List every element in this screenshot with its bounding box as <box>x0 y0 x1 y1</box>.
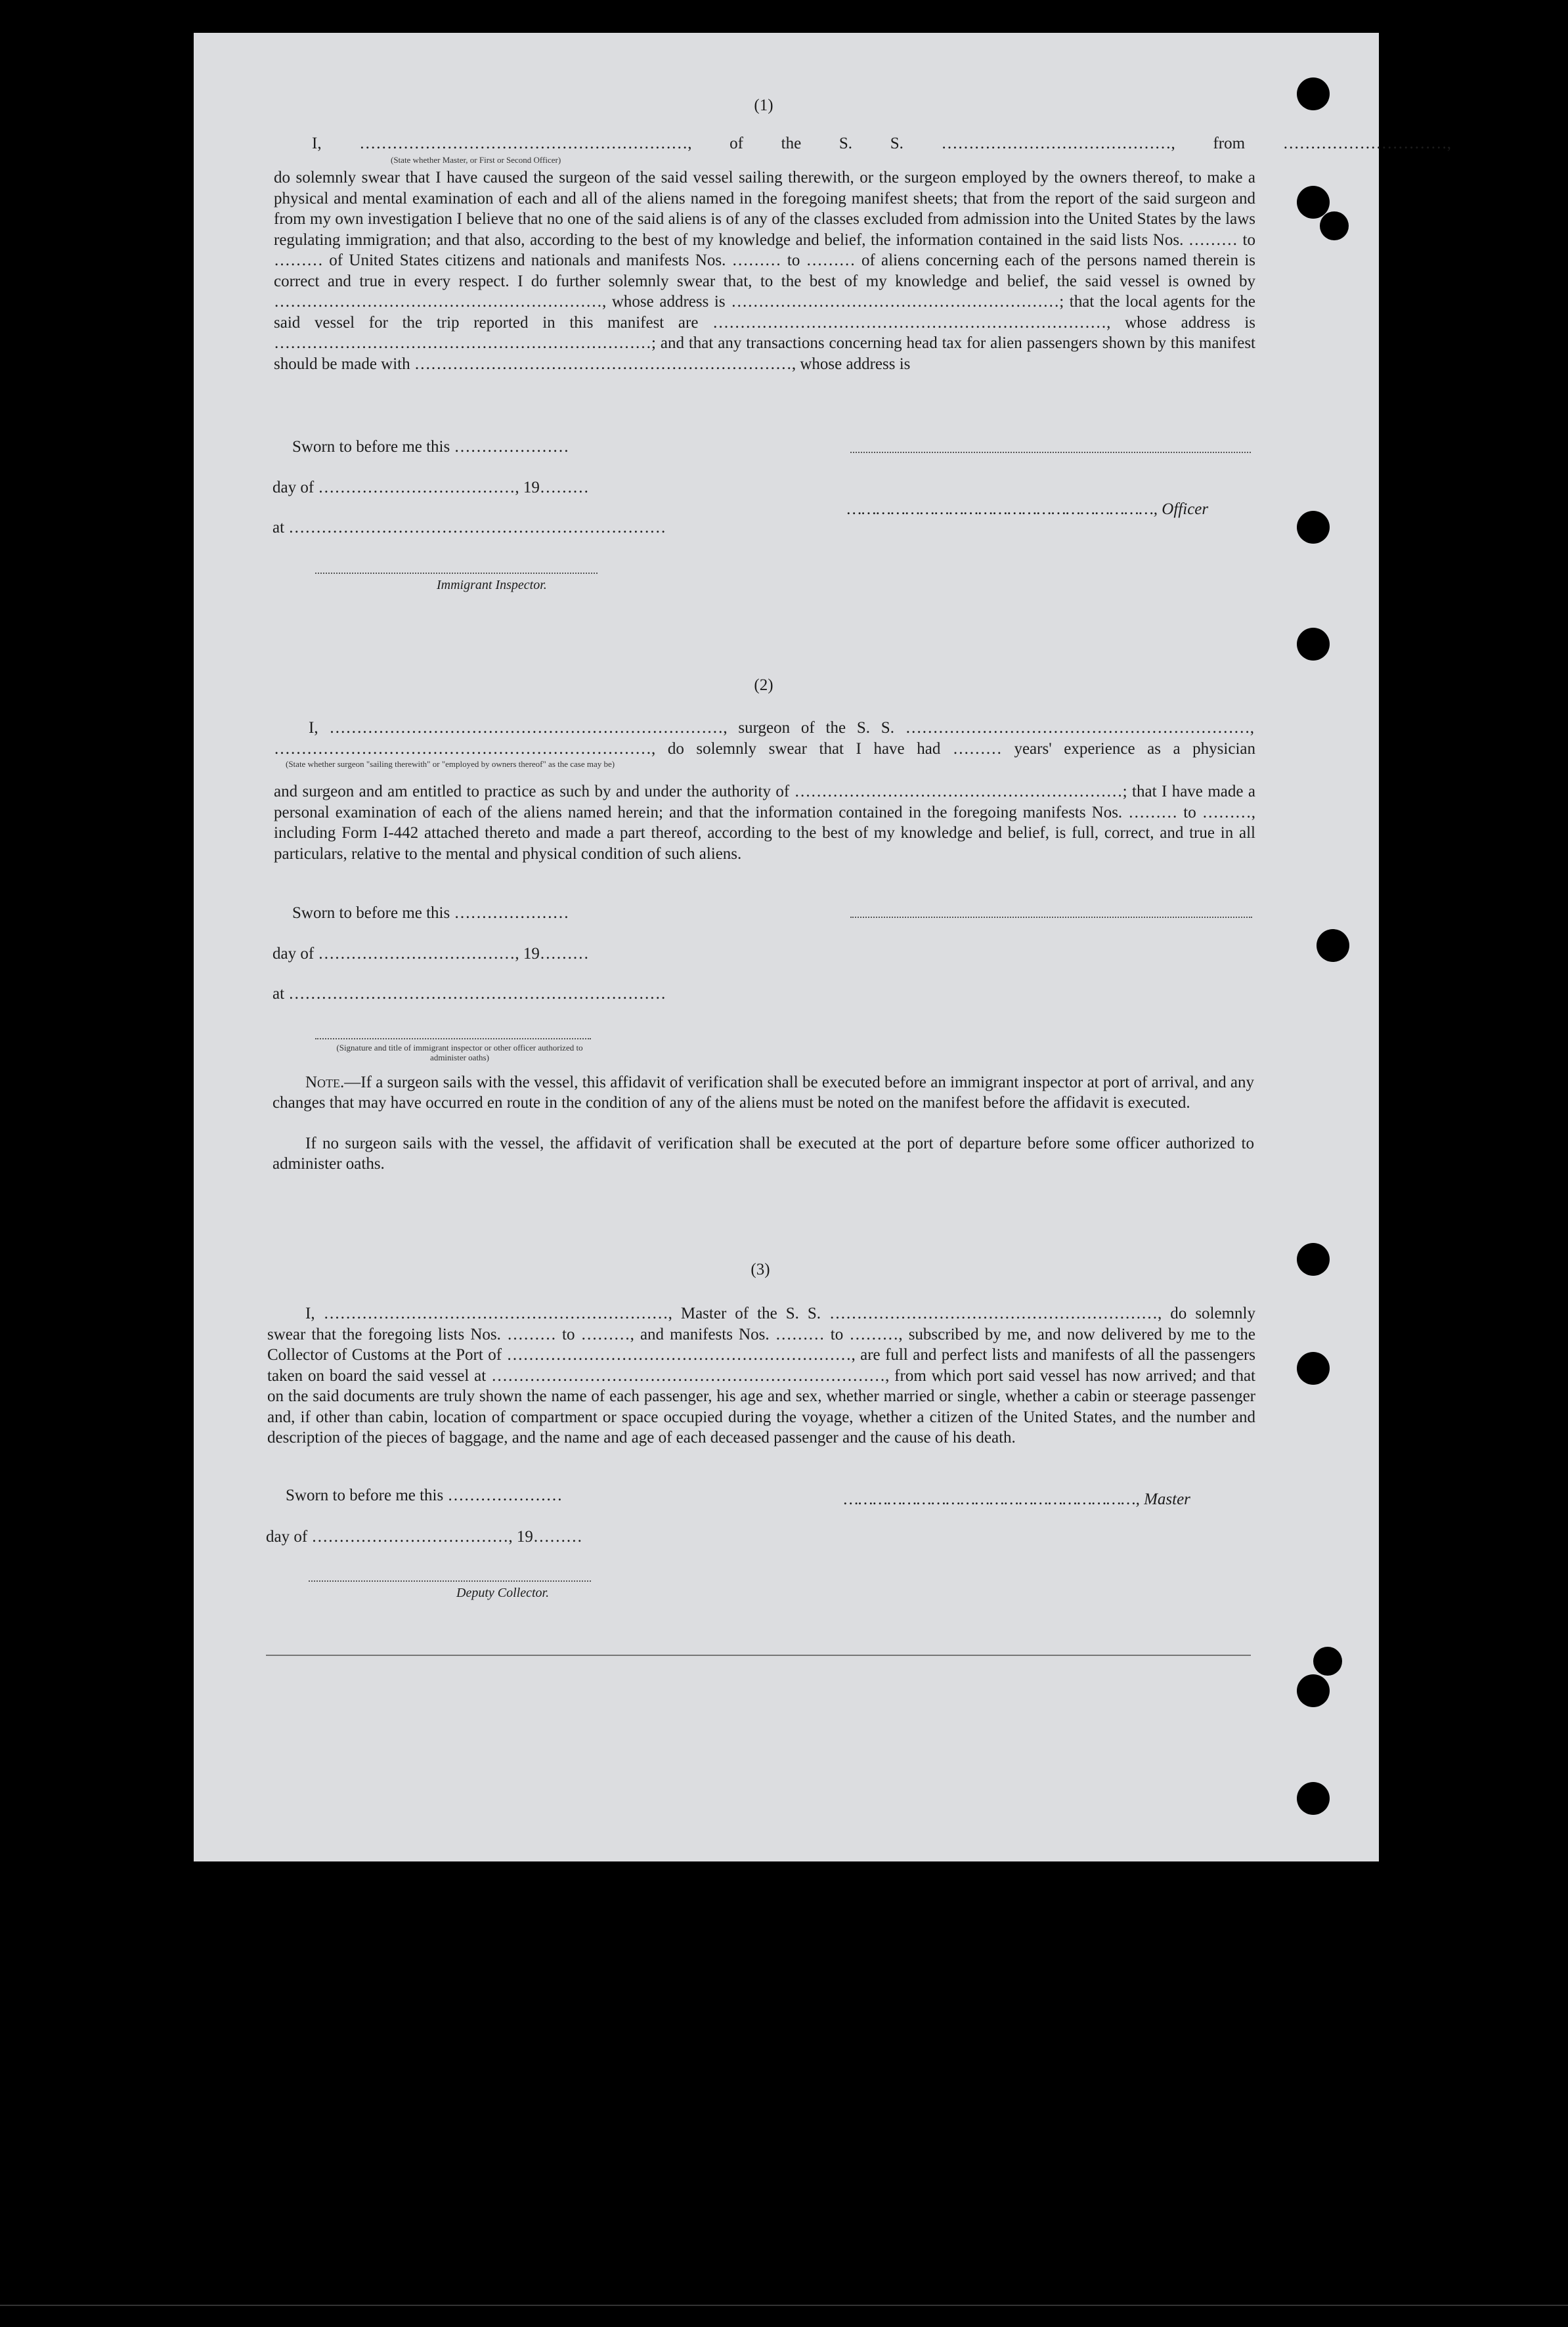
section-2-at: at …………………………………………………………… <box>272 985 666 1003</box>
punch-hole-icon <box>1297 1782 1330 1815</box>
section-2-number: (2) <box>754 676 773 694</box>
section-2-sworn: Sworn to before me this ………………… <box>292 904 569 922</box>
section-1-at: at …………………………………………………………… <box>272 519 666 536</box>
punch-hole-icon <box>1297 1674 1330 1707</box>
section-2-signature-caption: (Signature and title of immigrant inspector or other officer authorized to administer oaths) <box>336 1043 583 1062</box>
manifest-page <box>194 33 1451 1861</box>
punch-hole-icon <box>1317 929 1349 962</box>
section-3-sworn: Sworn to before me this ………………… <box>286 1487 563 1504</box>
section-2-body: and surgeon and am entitled to practice as such by and under the authority of ……………………………………………………; that I have made a personal examination of each of the aliens named herein; and that the information contained in the foregoing manifests Nos. ……… to ………, including Form I-442 attached thereto and made a part thereof, according to the best of my knowledge and belief, is full, correct, and true in all particulars, relative to the mental and physical condition of such aliens. <box>274 783 1255 863</box>
section-2-oath-signature-line <box>315 1038 591 1039</box>
punch-hole-icon <box>1297 1243 1330 1276</box>
section-1-body: do solemnly swear that I have caused the surgeon of the said vessel sailing therewith, or the surgeon employed by the owners thereof, to make a physical and mental examination of each and all of the aliens named in the foregoing manifest sheets; that from the report of the said surgeon and from my own investigation I believe that no one of the said aliens is of any of the classes excluded from admission into the United States by the laws regulating immigration; and that also, according to the best of my knowledge and belief, the information contained in the said lists Nos. ……… to ……… of United States citizens and nationals and manifests Nos. ……… to ……… of aliens concerning each of the persons named therein is correct and true in every respect. I do further solemnly swear that, to the best of my knowledge and belief, the said vessel is owned by ……………………………………………………, whose address is ……………………………………………………; that the local agents for the said vessel for the trip reported in this manifest are ………………………………………………………………, whose address is ……………………………………………………………; and that any transactions concerning head tax for alien passengers shown by this manifest should be made with ……………………………………………………………, whose address is <box>274 169 1255 373</box>
section-1-line1: I, ……………………………………………………, of the S. S. ……………………………………, from …………………………, <box>312 135 1451 152</box>
punch-hole-icon <box>1297 1352 1330 1385</box>
section-3-body: I, ………………………………………………………, Master of the S. S. ……………………………………………………, do solemnly swear that the foregoing lists Nos. ……… to ………, and manifests Nos. ……… to ………, subscribed by me, and now delivered by me to the Collector of Customs at the Port of ………………………………………………………, are full and perfect lists and manifests of all the passengers taken on board the said vessel at ………………………………………………………………, from which port said vessel has now arrived; and that on the said documents are truly shown the name of each passenger, his age and sex, whether married or single, whether a cabin or steerage passenger and, if other than cabin, location of compartment or space occupied during the voyage, whether a citizen of the United States, and the number and description of the pieces of baggage, and the name and age of each deceased passenger and the cause of his death. <box>267 1305 1255 1446</box>
punch-hole-icon <box>1320 211 1349 240</box>
punch-hole-icon <box>1297 77 1330 110</box>
punch-hole-icon <box>1297 186 1330 219</box>
section-2-note <box>272 1072 1254 1113</box>
section-1-inspector-caption: Immigrant Inspector. <box>437 578 547 592</box>
section-1-inspector-signature-line <box>315 573 598 574</box>
section-2-line2-caption: (State whether surgeon "sailing therewith" or "employed by owners thereof" as the case may be) <box>286 759 615 769</box>
bottom-divider <box>266 1655 1251 1656</box>
section-1-line1-caption: (State whether Master, or First or Second Officer) <box>391 155 561 165</box>
punch-hole-icon <box>1313 1647 1342 1676</box>
section-2-day: day of ………………………………, 19……… <box>272 945 589 963</box>
section-2-note-2 <box>272 1133 1254 1174</box>
section-1-officer: ………………………………………………………, Officer <box>847 500 1209 518</box>
note-label: Note. <box>305 1074 345 1091</box>
section-2-signature-line <box>850 917 1252 918</box>
section-3-master: ……………………………………………………, Master <box>844 1490 1190 1508</box>
section-1-number: (1) <box>754 97 773 114</box>
punch-hole-icon <box>1297 628 1330 661</box>
note-text: —If a surgeon sails with the vessel, this affidavit of verification shall be executed before an immigrant inspector at port of arrival, and any changes that may have occurred en route in the condition of any of the aliens must be noted on the manifest before the affidavit is executed. <box>272 1074 1254 1112</box>
section-1-signature-line <box>850 452 1251 453</box>
section-2-line1: I, ………………………………………………………………, surgeon of the S. S. ………………………………………………………, <box>309 719 1254 737</box>
punch-hole-icon <box>1297 511 1330 544</box>
note-2-text: If no surgeon sails with the vessel, the affidavit of verification shall be executed at the port of departure before some officer authorized to administer oaths. <box>272 1135 1254 1173</box>
section-3-day: day of ………………………………, 19……… <box>266 1528 582 1546</box>
section-3-collector-signature-line <box>309 1580 591 1582</box>
section-2-line2: ……………………………………………………………, do solemnly swear that I have had ……… years' experience as a physician <box>274 740 1255 758</box>
scan-edge-line <box>0 2305 1568 2306</box>
section-1-day: day of ………………………………, 19……… <box>272 479 589 496</box>
section-1-sworn: Sworn to before me this ………………… <box>292 438 569 456</box>
section-3-number: (3) <box>751 1261 770 1278</box>
section-3-collector-caption: Deputy Collector. <box>456 1586 550 1600</box>
